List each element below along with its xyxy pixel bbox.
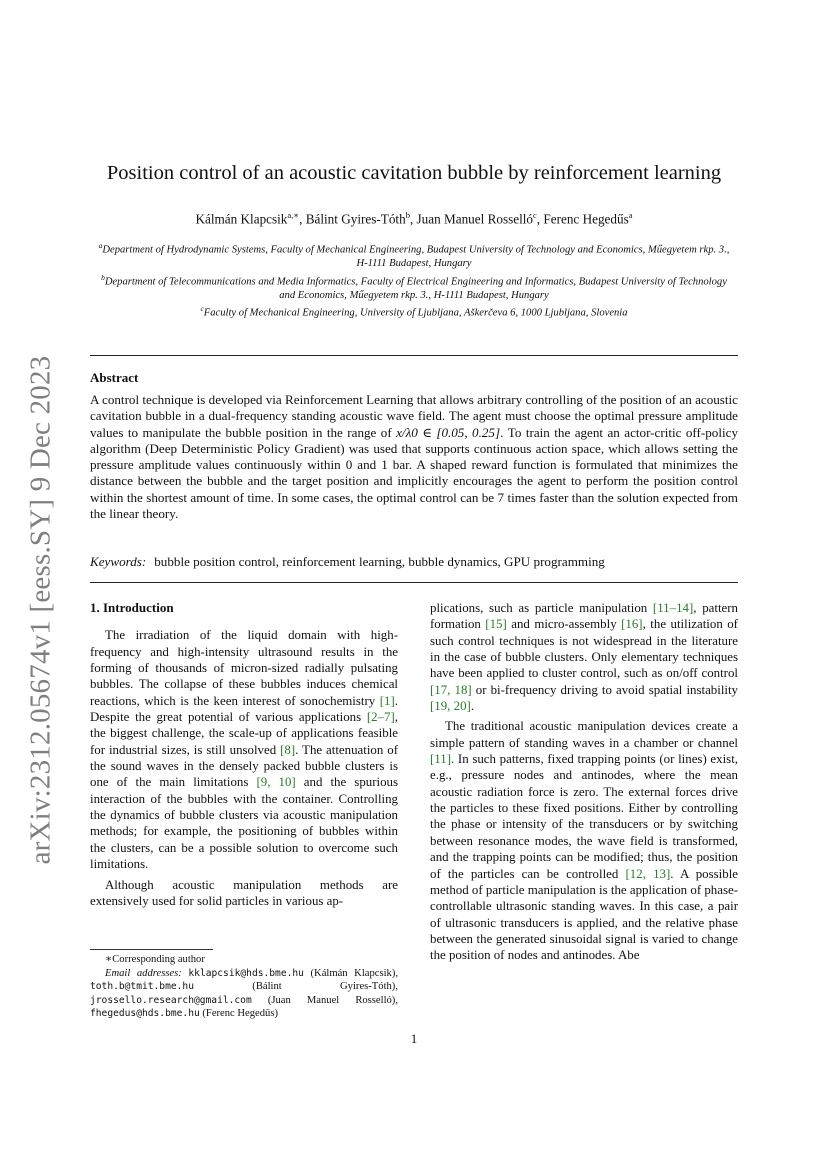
- paper-title: Position control of an acoustic cavitation bubble by reinforcement learning: [106, 162, 722, 184]
- email-link[interactable]: fhegedus@hds.bme.hu: [90, 1008, 200, 1020]
- paragraph: [430, 600, 738, 714]
- citation-link[interactable]: [12, 13]: [625, 866, 671, 881]
- abstract-math: x/λ0 ∈ [0.05, 0.25]: [396, 424, 501, 440]
- right-column: [430, 600, 738, 964]
- affiliation-mark: c: [200, 304, 204, 314]
- text-run: , the utilization of such control techniques is not widespread in the literature in the case of bubble clusters. Only elementary techniques have been applied to cluster control, such as on/off control: [430, 617, 738, 681]
- citation-link[interactable]: [1]: [379, 693, 395, 708]
- text-run: and the spurious interaction of the bubbles with the container. Controlling the dynamics of bubble clusters via acoustic manipulation methods; for example, the positioning of bubbles within the clusters, can be a possible solution to overcome such limitations.: [90, 775, 398, 872]
- keywords: [90, 554, 738, 570]
- affiliations: [92, 239, 736, 321]
- abstract-text-part: . To train the agent an actor-critic off-policy algorithm (Deep Deterministic Policy Gradient) was used that supports continuous action space, which allows setting the pressure amplitude values continuously within 0 and 1 bar. A shaped reward function is formulated that minimizes the distance between the bubble and the target position and implicitly encourages the agent to perform the position control within the shortest amount of time. In some cases, the optimal control can be 7 times faster than the solution expected from the linear theory.: [90, 424, 738, 522]
- abstract-bottom-rule: [90, 582, 738, 583]
- text-run: or bi-frequency driving to avoid spatial instability: [471, 682, 739, 697]
- author: Ferenc Hegedűs: [543, 211, 629, 227]
- page-number: 1: [410, 1031, 418, 1046]
- affiliation: [92, 239, 736, 271]
- text-run: and micro-assembly: [506, 617, 622, 632]
- email-owner: (Ferenc Hegedűs): [199, 1008, 278, 1020]
- affiliation: [92, 271, 736, 303]
- citation-link[interactable]: [17, 18]: [430, 682, 472, 697]
- author-mark: c: [533, 210, 537, 220]
- citation-link[interactable]: [15]: [485, 617, 507, 632]
- email-note: [90, 967, 398, 1021]
- abstract-top-rule: [90, 355, 738, 356]
- affiliation: [92, 302, 736, 320]
- text-run: . In such patterns, fixed trapping points (or lines) exist, e.g., pressure nodes and antinodes, where the mean acoustic radiation force is zero. The external forces drive the particles to these fixed positions. Either by controlling the phase or intensity of the transducers or by switching between resonance modes, the wave field is transformed, and the trapping points can be modified; thus, the position of the particles can be controlled: [430, 752, 738, 881]
- arxiv-id: arXiv:2312.05674v1 [eess.SY] 9 Dec 2023: [24, 355, 57, 865]
- affiliation-mark: a: [98, 241, 103, 250]
- email-link[interactable]: kklapcsik@hds.bme.hu: [188, 967, 304, 979]
- paragraph: [90, 627, 398, 872]
- author-list: Kálmán Klapcsik$^{a,∗}$, Bálint Gyires-Tóth$^b$, Juan Manuel Rosselló$^c$, Ferenc Hegedűs$^a$: [195, 210, 633, 227]
- abstract-text-part: A control technique is developed via Reinforcement Learning that allows arbitrary controlling of the position of an acoustic cavitation bubble in a dual-frequency standing acoustic wave field. The agent must choose the optimal pressure amplitude values to manipulate the bubble position in the range of: [90, 392, 738, 440]
- email-label: Email addresses:: [105, 967, 182, 979]
- citation-link[interactable]: [16]: [621, 617, 643, 632]
- text-run: The traditional acoustic manipulation devices create a simple pattern of standing waves in a chamber or channel: [430, 719, 738, 750]
- author: Bálint Gyires-Tóth: [305, 211, 406, 227]
- email-owner: (Bálint Gyires-Tóth),: [193, 981, 398, 993]
- author-mark: a: [628, 210, 633, 220]
- affiliation-mark: b: [101, 272, 105, 282]
- author: Kálmán Klapcsik: [195, 211, 288, 227]
- text-run: . A possible method of particle manipulation is the application of phase-controllable ultrasonic standing waves. In this case, a pair of ultrasonic transducers is applied, and the relative phase between the generated sinusoidal signal is varied to change the position of nodes and antinodes. Abe: [430, 866, 738, 963]
- citation-link[interactable]: [2–7]: [366, 710, 395, 725]
- citation-link[interactable]: [8]: [280, 742, 296, 757]
- author: Juan Manuel Rosselló: [416, 211, 534, 227]
- author-mark: a,∗: [287, 210, 300, 220]
- paragraph: Although acoustic manipulation methods are extensively used for solid particles in various ap-: [90, 877, 398, 908]
- citation-link[interactable]: [11]: [430, 752, 451, 767]
- text-run: plications, such as particle manipulation: [430, 601, 653, 615]
- footnote-rule: [90, 949, 213, 950]
- email-owner: (Juan Manuel Rosselló),: [251, 994, 398, 1006]
- keywords-text: bubble position control, reinforcement learning, bubble dynamics, GPU programming: [154, 554, 605, 569]
- text-run: , the biggest challenge, the scale-up of applications feasible for industrial sizes, is still unsolved: [90, 710, 398, 757]
- keywords-label: Keywords:: [90, 554, 147, 569]
- text-run: .: [470, 699, 475, 714]
- footnote: [90, 953, 398, 1021]
- arxiv-stamp: [18, 355, 64, 865]
- text-run: . Despite the great potential of various applications: [90, 693, 398, 725]
- abstract-text: [90, 392, 738, 522]
- affiliation-text: Faculty of Mechanical Engineering, University of Ljubljana, Aškerčeva 6, 1000 Ljubljana, Slovenia: [203, 307, 628, 319]
- section-heading: 1. Introduction: [90, 600, 174, 615]
- corresponding-note: ∗Corresponding author: [105, 954, 205, 965]
- abstract-heading: Abstract: [90, 370, 139, 385]
- text-run: . The attenuation of the sound waves in the densely packed bubble clusters is one of the main limitations: [90, 742, 398, 790]
- left-column: [90, 600, 398, 909]
- author-mark: b: [405, 210, 410, 220]
- citation-link[interactable]: [19, 20]: [430, 699, 471, 714]
- citation-link[interactable]: [11–14]: [652, 601, 694, 615]
- affiliation-text: Department of Hydrodynamic Systems, Faculty of Mechanical Engineering, Budapest University of Technology and Economics, Műegyetem rkp. 3., H-1111 Budapest, Hungary: [102, 244, 730, 270]
- email-link[interactable]: jrossello.research@gmail.com: [90, 994, 252, 1006]
- email-owner: (Kálmán Klapcsik),: [303, 967, 398, 979]
- paragraph: [430, 718, 738, 963]
- text-run: , pattern formation: [430, 601, 738, 632]
- citation-link[interactable]: [9, 10]: [256, 775, 296, 790]
- text-run: The irradiation of the liquid domain with high-frequency and high-intensity ultrasound results in the forming of thousands of micron-sized radially pulsating bubbles. The collapse of these bubbles induces chemical reactions, which is the keen interest of sonochemistry: [90, 628, 398, 708]
- email-link[interactable]: toth.b@tmit.bme.hu: [90, 981, 194, 993]
- affiliation-text: Department of Telecommunications and Media Informatics, Faculty of Electrical Engineering and Informatics, Budapest University of Technology and Economics, Műegyetem rkp. 3., H-1111 Budapest, Hungary: [104, 276, 727, 301]
